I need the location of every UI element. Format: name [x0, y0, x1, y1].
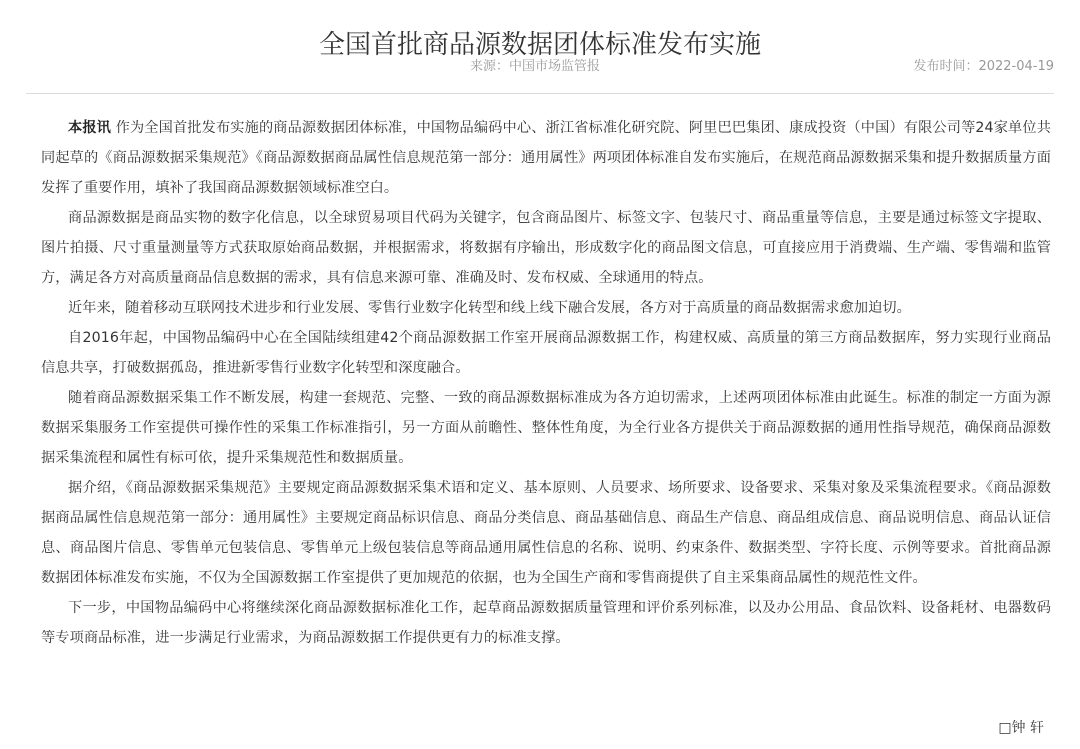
paragraph: 近年来，随着移动互联网技术进步和行业发展、零售行业数字化转型和线上线下融合发展，各方对于高质量的商品数据需求愈加迫切。 — [68, 300, 911, 316]
lead-tag: 本报讯 — [68, 120, 111, 136]
paragraph: 据介绍，《商品源数据采集规范》主要规定商品源数据采集术语和定义、基本原则、人员要求、场所要求、设备要求、采集对象及采集流程要求。《商品源数据商品属性信息规范第一部分：通用属性》主要规定商品标识信息、商品分类信息、商品基础信息、商品生产信息、商品组成信息、商品说明信息、商品认证信息、商品图片信息、零售单元包装信息、零售单元上级包装信息等商品通用属性信息的名称、说明、约束条件、数据类型、字符长度、示例等要求。首批商品源数据团体标准发布实施，不仅为全国源数据工作室提供了更加规范的依据，也为全国生产商和零售商提供了自主采集商品属性的规范性文件。 — [41, 480, 1051, 586]
paragraph: 随着商品源数据采集工作不断发展，构建一套规范、完整、一致的商品源数据标准成为各方迫切需求，上述两项团体标准由此诞生。标准的制定一方面为源数据采集服务工作室提供可操作性的采集工作标准指引，另一方面从前瞻性、整体性角度，为全行业各方提供关于商品源数据的通用性指导规范，确保商品源数据采集流程和属性有标可依，提升采集规范性和数据质量。 — [41, 390, 1051, 466]
paragraph: 自2016年起，中国物品编码中心在全国陆续组建42个商品源数据工作室开展商品源数据工作，构建权威、高质量的第三方商品数据库，努力实现行业商品信息共享，打破数据孤岛，推进新零售行业数字化转型和深度融合。 — [41, 330, 1051, 376]
article-body — [41, 113, 1051, 653]
author-byline: □钟 轩 — [998, 720, 1044, 736]
header-divider — [26, 93, 1054, 94]
article-source: 来源：中国市场监管报 — [470, 59, 601, 74]
publish-date: 发布时间：2022-04-19 — [913, 59, 1054, 74]
paragraph: 商品源数据是商品实物的数字化信息，以全球贸易项目代码为关键字，包含商品图片、标签文字、包装尺寸、商品重量等信息，主要是通过标签文字提取、图片拍摄、尺寸重量测量等方式获取原始商品数据，并根据需求，将数据有序输出，形成数字化的商品图文信息，可直接应用于消费端、生产端、零售端和监管方，满足各方对高质量商品信息数据的需求，具有信息来源可靠、准确及时、发布权威、全球通用的特点。 — [41, 210, 1051, 286]
article-title: 全国首批商品源数据团体标准发布实施 — [318, 30, 761, 61]
paragraph-lead — [41, 113, 1051, 203]
paragraph: 下一步，中国物品编码中心将继续深化商品源数据标准化工作，起草商品源数据质量管理和评价系列标准，以及办公用品、食品饮料、设备耗材、电器数码等专项商品标准，进一步满足行业需求，为商品源数据工作提供更有力的标准支撑。 — [41, 600, 1051, 646]
paragraph-text: 作为全国首批发布实施的商品源数据团体标准，中国物品编码中心、浙江省标准化研究院、阿里巴巴集团、康成投资（中国）有限公司等24家单位共同起草的《商品源数据采集规范》《商品源数据商品属性信息规范第一部分：通用属性》两项团体标准自发布实施后，在规范商品源数据采集和提升数据质量方面发挥了重要作用，填补了我国商品源数据领域标准空白。 — [41, 120, 1051, 196]
